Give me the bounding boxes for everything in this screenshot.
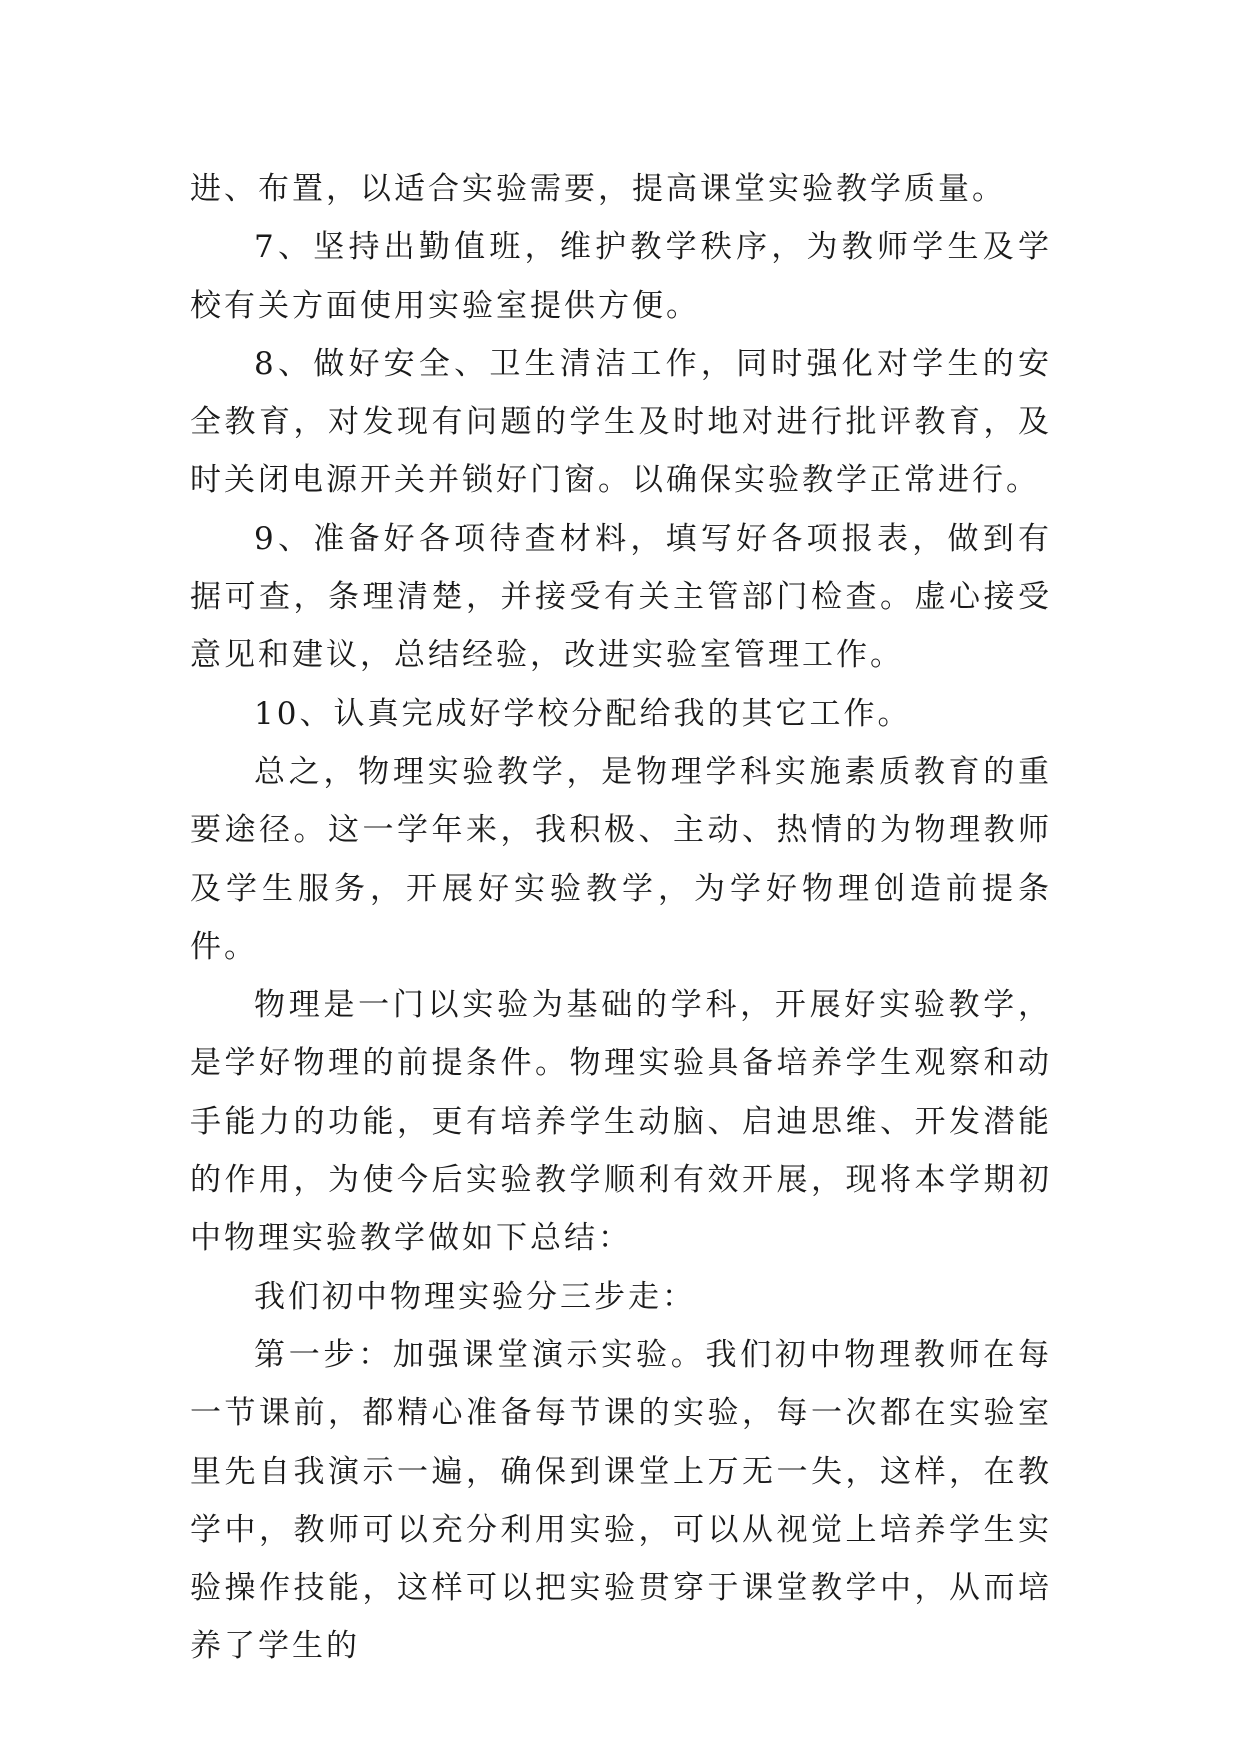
paragraph-summary: 总之，物理实验教学，是物理学科实施素质教育的重要途径。这一学年来，我积极、主动、热情的为物理教师及学生服务，开展好实验教学，为学好物理创造前提条件。	[190, 753, 1052, 965]
paragraph-item-9: 9、准备好各项待查材料，填写好各项报表，做到有据可查，条理清楚，并接受有关主管部门检查。虚心接受意见和建议，总结经验，改进实验室管理工作。	[190, 520, 1052, 674]
paragraph-step-one: 第一步：加强课堂演示实验。我们初中物理教师在每一节课前，都精心准备每节课的实验，每一次都在实验室里先自我演示一遍，确保到课堂上万无一失，这样，在教学中，教师可以充分利用实验，可以从视觉上培养学生实验操作技能，这样可以把实验贯穿于课堂教学中，从而培养了学生的	[190, 1336, 1052, 1665]
paragraph-item-7: 7、坚持出勤值班，维护教学秩序，为教师学生及学校有关方面使用实验室提供方便。	[190, 229, 1052, 324]
paragraph-item-10: 10、认真完成好学校分配给我的其它工作。	[254, 695, 912, 732]
document-body	[190, 160, 1052, 1676]
paragraph-intro: 物理是一门以实验为基础的学科，开展好实验教学，是学好物理的前提条件。物理实验具备培养学生观察和动手能力的功能，更有培养学生动脑、启迪思维、开发潜能的作用，为使今后实验教学顺利有效开展，现将本学期初中物理实验教学做如下总结：	[190, 987, 1052, 1257]
paragraph-continuation: 进、布置，以适合实验需要，提高课堂实验教学质量。	[190, 171, 1006, 207]
paragraph-item-8: 8、做好安全、卫生清洁工作，同时强化对学生的安全教育，对发现有问题的学生及时地对进行批评教育，及时关闭电源开关并锁好门窗。以确保实验教学正常进行。	[190, 345, 1052, 499]
paragraph-three-steps: 我们初中物理实验分三步走：	[254, 1278, 696, 1315]
